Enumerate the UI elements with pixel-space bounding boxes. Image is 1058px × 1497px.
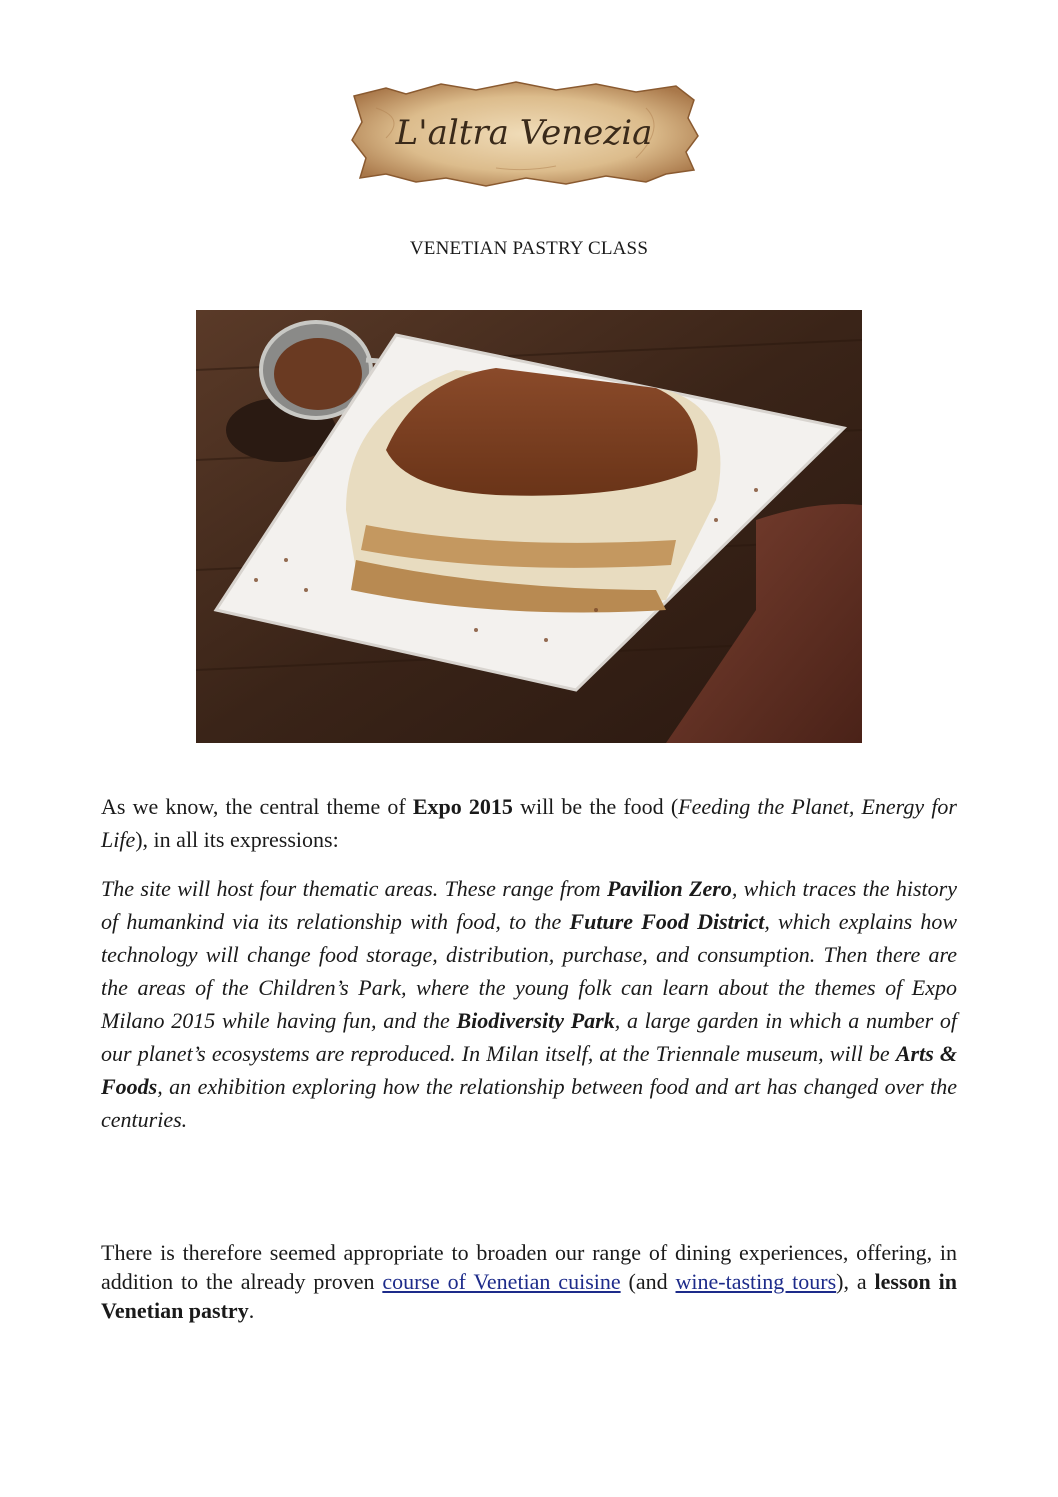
logo — [346, 78, 702, 188]
tiramisu-photo — [196, 310, 862, 743]
expo-quote-paragraph: The site will host four thematic areas. These range from Pavilion Zero, which traces the history of humankind via its relationship with food, to the Future Food District, which explains how technology will change food storage, distribution, purchase, and consumption. Then there are the areas of the Children’s Park, where the young folk can learn about the themes of Expo Milano 2015 while having fun, and the Biodiversity Park, a large garden in which a number of our planet’s ecosystems are reproduced. In Milan itself, at the Triennale museum, will be Arts & Foods, an exhibition exploring how the relationship between food and art has changed over the centuries. — [101, 876, 958, 1132]
tiramisu-image-icon — [196, 310, 862, 743]
intro-paragraph: As we know, the central theme of Expo 2015 will be the food (Feeding the Planet, Energy for Life), in all its expressions: — [101, 794, 957, 852]
page-title: VENETIAN PASTRY CLASS — [409, 238, 649, 259]
closing-paragraph: There is therefore seemed appropriate to broaden our range of dining experiences, offering, in addition to the already proven course of Venetian cuisine (and wine-tasting tours), a lesson in Venetian pastry. — [101, 1240, 957, 1323]
wine-tasting-link[interactable]: wine-tasting tours — [675, 1269, 837, 1294]
venetian-cuisine-link[interactable]: course of Venetian cuisine — [382, 1269, 621, 1294]
parchment-logo-icon — [346, 78, 702, 188]
logo-text: L'altra Venezia — [395, 113, 653, 153]
